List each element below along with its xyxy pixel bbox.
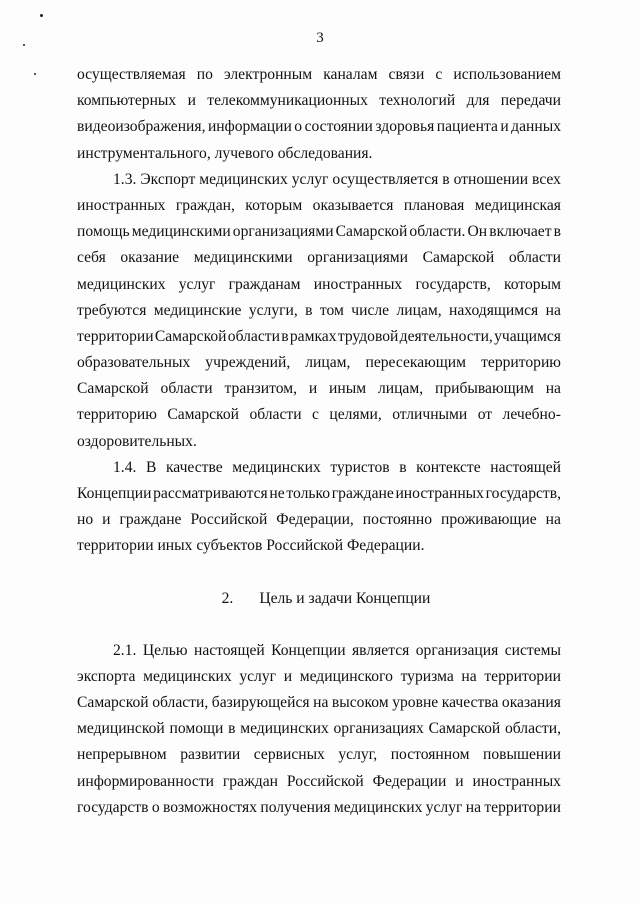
text-line: Самарской области, базирующейся на высоком уровне качества оказания bbox=[77, 693, 561, 711]
text-line: осуществляемая по электронным каналам связи с использованием bbox=[77, 66, 561, 83]
text-line: медицинской помощи в медицинских организациях Самарской области, bbox=[77, 720, 561, 738]
scan-speck bbox=[40, 14, 43, 17]
section-title: Цель и задачи Концепции bbox=[259, 589, 431, 607]
text-line: требуются медицинские услуги, в том числе лицам, находящимся на bbox=[77, 301, 561, 319]
paragraph-gap bbox=[77, 560, 561, 584]
document-body bbox=[77, 62, 561, 821]
text-line: 1.3. Экспорт медицинских услуг осуществляется в отношении всех bbox=[113, 170, 561, 188]
text-line: территорию Самарской области с целями, отличными от лечебно- bbox=[77, 406, 561, 424]
page-number: 3 bbox=[316, 30, 324, 46]
section-number: 2. bbox=[221, 589, 234, 607]
text-line: 1.4. В качестве медицинских туристов в контексте настоящей bbox=[113, 458, 561, 476]
text-line: территории иных субъектов Российской Федерации. bbox=[77, 537, 425, 555]
text-line: информированности граждан Российской Федерации и иностранных bbox=[77, 772, 561, 790]
text-line: Самарской области транзитом, и иным лицам, прибывающим на bbox=[77, 380, 561, 398]
text-line: компьютерных и телекоммуникационных технологий для передачи bbox=[77, 92, 561, 110]
text-line: Концепции рассматриваются не только граждане иностранных государств, bbox=[77, 485, 561, 502]
paragraph-gap bbox=[77, 614, 561, 638]
text-line: оздоровительных. bbox=[77, 432, 197, 450]
text-line: территории Самарской области в рамках трудовой деятельности, учащимся bbox=[77, 327, 561, 345]
text-line: образовательных учреждений, лицам, пересекающим территорию bbox=[77, 354, 561, 372]
text-line: иностранных граждан, которым оказывается плановая медицинская bbox=[77, 196, 561, 214]
text-line: но и граждане Российской Федерации, постоянно проживающие на bbox=[77, 511, 561, 529]
scan-speck bbox=[34, 73, 36, 75]
text-line: инструментального, лучевого обследования. bbox=[77, 144, 373, 162]
text-line: непрерывном развитии сервисных услуг, постоянном повышении bbox=[77, 746, 561, 764]
text-line: медицинских услуг гражданам иностранных государств, которым bbox=[77, 275, 561, 293]
text-line: 2.1. Целью настоящей Концепции является организация системы bbox=[113, 641, 561, 659]
text-line: государств о возможностях получения медицинских услуг на территории bbox=[77, 798, 561, 816]
text-line: видеоизображения, информации о состоянии здоровья пациента и данных bbox=[77, 118, 561, 136]
text-line: себя оказание медицинскими организациями Самарской области bbox=[77, 249, 561, 267]
text-line: экспорта медицинских услуг и медицинского туризма на территории bbox=[77, 667, 561, 685]
text-line: помощь медицинскими организациями Самарской области. Он включает в bbox=[77, 223, 561, 241]
section-heading bbox=[77, 584, 561, 614]
